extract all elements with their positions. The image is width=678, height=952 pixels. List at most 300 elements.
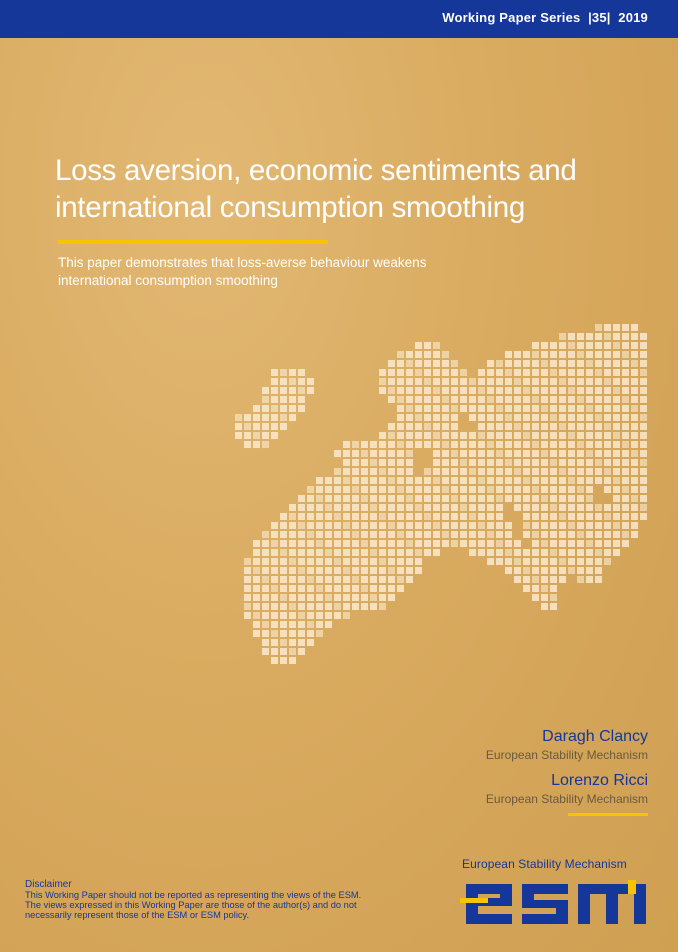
map-dot: [559, 351, 566, 358]
map-dot: [559, 513, 566, 520]
authors-underline: [568, 813, 648, 816]
map-dot: [469, 405, 476, 412]
map-dot: [424, 342, 431, 349]
map-dot: [541, 432, 548, 439]
map-dot: [460, 387, 467, 394]
map-dot: [568, 495, 575, 502]
map-dot: [469, 378, 476, 385]
map-dot: [406, 576, 413, 583]
map-dot: [388, 585, 395, 592]
map-dot: [559, 531, 566, 538]
map-dot: [559, 423, 566, 430]
map-dot: [379, 594, 386, 601]
map-dot: [469, 441, 476, 448]
map-dot: [568, 441, 575, 448]
map-dot: [541, 513, 548, 520]
map-dot: [559, 441, 566, 448]
map-dot: [352, 549, 359, 556]
map-dot: [406, 351, 413, 358]
map-dot: [478, 531, 485, 538]
map-dot: [433, 396, 440, 403]
map-dot: [379, 387, 386, 394]
map-dot: [559, 540, 566, 547]
map-dot: [469, 432, 476, 439]
map-dot: [271, 558, 278, 565]
map-dot: [325, 477, 332, 484]
map-dot: [352, 513, 359, 520]
map-dot: [541, 585, 548, 592]
map-dot: [514, 351, 521, 358]
map-dot: [496, 360, 503, 367]
map-dot: [577, 432, 584, 439]
map-dot: [289, 603, 296, 610]
map-dot: [568, 513, 575, 520]
map-dot: [397, 441, 404, 448]
map-dot: [640, 360, 647, 367]
map-dot: [604, 468, 611, 475]
map-dot: [280, 531, 287, 538]
map-dot: [442, 513, 449, 520]
map-dot: [334, 486, 341, 493]
map-dot: [478, 486, 485, 493]
map-dot: [397, 396, 404, 403]
map-dot: [379, 495, 386, 502]
map-dot: [325, 585, 332, 592]
map-dot: [613, 495, 620, 502]
map-dot: [604, 486, 611, 493]
map-dot: [442, 531, 449, 538]
map-dot: [577, 405, 584, 412]
map-dot: [388, 558, 395, 565]
map-dot: [397, 477, 404, 484]
map-dot: [433, 387, 440, 394]
map-dot: [334, 567, 341, 574]
map-dot: [595, 549, 602, 556]
map-dot: [469, 468, 476, 475]
map-dot: [316, 522, 323, 529]
map-dot: [478, 513, 485, 520]
map-dot: [541, 576, 548, 583]
map-dot: [379, 486, 386, 493]
map-dot: [586, 558, 593, 565]
map-dot: [415, 495, 422, 502]
map-dot: [406, 468, 413, 475]
map-dot: [523, 450, 530, 457]
map-dot: [442, 432, 449, 439]
map-dot: [559, 558, 566, 565]
map-dot: [559, 342, 566, 349]
map-dot: [253, 594, 260, 601]
map-dot: [280, 513, 287, 520]
map-dot: [532, 594, 539, 601]
map-dot: [541, 603, 548, 610]
map-dot: [559, 333, 566, 340]
map-dot: [559, 378, 566, 385]
map-dot: [559, 486, 566, 493]
map-dot: [262, 549, 269, 556]
map-dot: [424, 405, 431, 412]
map-dot: [451, 522, 458, 529]
map-dot: [397, 486, 404, 493]
map-dot: [469, 396, 476, 403]
map-dot: [451, 450, 458, 457]
map-dot: [640, 477, 647, 484]
map-dot: [415, 558, 422, 565]
map-dot: [289, 369, 296, 376]
map-dot: [352, 585, 359, 592]
map-dot: [343, 540, 350, 547]
map-dot: [496, 378, 503, 385]
map-dot: [325, 594, 332, 601]
map-dot: [478, 495, 485, 502]
map-dot: [532, 495, 539, 502]
map-dot: [352, 522, 359, 529]
map-dot: [433, 450, 440, 457]
map-dot: [469, 387, 476, 394]
map-dot: [388, 396, 395, 403]
map-dot: [577, 396, 584, 403]
map-dot: [298, 540, 305, 547]
map-dot: [388, 387, 395, 394]
map-dot: [379, 513, 386, 520]
map-dot: [559, 396, 566, 403]
map-dot: [496, 468, 503, 475]
map-dot: [370, 450, 377, 457]
map-dot: [586, 432, 593, 439]
map-dot: [487, 495, 494, 502]
map-dot: [559, 468, 566, 475]
map-dot: [559, 414, 566, 421]
map-dot: [352, 441, 359, 448]
map-dot: [415, 378, 422, 385]
map-dot: [604, 423, 611, 430]
map-dot: [541, 405, 548, 412]
map-dot: [604, 432, 611, 439]
map-dot: [298, 504, 305, 511]
map-dot: [523, 432, 530, 439]
paper-number: 35: [591, 10, 607, 25]
map-dot: [298, 612, 305, 619]
map-dot: [352, 459, 359, 466]
map-dot: [433, 405, 440, 412]
map-dot: [424, 549, 431, 556]
map-dot: [379, 558, 386, 565]
map-dot: [559, 459, 566, 466]
map-dot: [424, 495, 431, 502]
map-dot: [505, 414, 512, 421]
map-dot: [568, 486, 575, 493]
map-dot: [568, 369, 575, 376]
map-dot: [406, 378, 413, 385]
map-dot: [415, 387, 422, 394]
map-dot: [370, 495, 377, 502]
map-dot: [433, 495, 440, 502]
map-dot: [388, 522, 395, 529]
map-dot: [640, 495, 647, 502]
map-dot: [514, 369, 521, 376]
map-dot: [487, 369, 494, 376]
map-dot: [586, 504, 593, 511]
map-dot: [613, 450, 620, 457]
map-dot: [523, 513, 530, 520]
map-dot: [262, 558, 269, 565]
map-dot: [505, 405, 512, 412]
map-dot: [343, 486, 350, 493]
map-dot: [262, 576, 269, 583]
map-dot: [451, 369, 458, 376]
map-dot: [388, 459, 395, 466]
map-dot: [469, 459, 476, 466]
map-dot: [487, 513, 494, 520]
map-dot: [262, 603, 269, 610]
map-dot: [451, 414, 458, 421]
map-dot: [460, 396, 467, 403]
map-dot: [613, 549, 620, 556]
map-dot: [604, 324, 611, 331]
map-dot: [523, 522, 530, 529]
map-dot: [424, 468, 431, 475]
map-dot: [514, 540, 521, 547]
map-dot: [559, 369, 566, 376]
map-dot: [388, 540, 395, 547]
map-dot: [523, 558, 530, 565]
map-dot: [388, 423, 395, 430]
map-dot: [298, 576, 305, 583]
map-dot: [478, 378, 485, 385]
map-dot: [271, 630, 278, 637]
map-dot: [253, 414, 260, 421]
map-dot: [586, 522, 593, 529]
map-dot: [343, 549, 350, 556]
map-dot: [478, 504, 485, 511]
map-dot: [586, 477, 593, 484]
map-dot: [406, 540, 413, 547]
map-dot: [514, 414, 521, 421]
map-dot: [460, 495, 467, 502]
map-dot: [478, 423, 485, 430]
map-dot: [316, 486, 323, 493]
map-dot: [307, 522, 314, 529]
map-dot: [271, 378, 278, 385]
map-dot: [478, 459, 485, 466]
map-dot: [244, 576, 251, 583]
map-dot: [433, 504, 440, 511]
map-dot: [343, 513, 350, 520]
map-dot: [397, 531, 404, 538]
map-dot: [316, 549, 323, 556]
map-dot: [559, 549, 566, 556]
map-dot: [442, 441, 449, 448]
map-dot: [289, 657, 296, 664]
map-dot: [640, 396, 647, 403]
map-dot: [379, 576, 386, 583]
map-dot: [433, 486, 440, 493]
map-dot: [280, 549, 287, 556]
map-dot: [316, 540, 323, 547]
map-dot: [415, 351, 422, 358]
map-dot: [523, 549, 530, 556]
map-dot: [568, 567, 575, 574]
map-dot: [550, 405, 557, 412]
map-dot: [613, 486, 620, 493]
map-dot: [379, 432, 386, 439]
map-dot: [280, 567, 287, 574]
map-dot: [352, 576, 359, 583]
map-dot: [334, 477, 341, 484]
map-dot: [514, 576, 521, 583]
map-dot: [478, 468, 485, 475]
map-dot: [307, 585, 314, 592]
map-dot: [532, 351, 539, 358]
map-dot: [262, 612, 269, 619]
map-dot: [280, 540, 287, 547]
map-dot: [424, 396, 431, 403]
map-dot: [298, 558, 305, 565]
map-dot: [478, 477, 485, 484]
map-dot: [343, 450, 350, 457]
map-dot: [469, 540, 476, 547]
map-dot: [361, 513, 368, 520]
map-dot: [334, 603, 341, 610]
map-dot: [415, 396, 422, 403]
map-dot: [370, 603, 377, 610]
map-dot: [406, 396, 413, 403]
map-dot: [631, 459, 638, 466]
map-dot: [640, 450, 647, 457]
map-dot: [343, 477, 350, 484]
map-dot: [370, 585, 377, 592]
map-dot: [595, 378, 602, 385]
map-dot: [361, 576, 368, 583]
map-dot: [442, 369, 449, 376]
map-dot: [550, 423, 557, 430]
map-dot: [316, 585, 323, 592]
map-dot: [307, 513, 314, 520]
map-dot: [631, 342, 638, 349]
map-dot: [505, 459, 512, 466]
map-dot: [307, 576, 314, 583]
map-dot: [550, 351, 557, 358]
map-dot: [622, 432, 629, 439]
map-dot: [550, 531, 557, 538]
map-dot: [550, 513, 557, 520]
map-dot: [406, 504, 413, 511]
map-dot: [523, 360, 530, 367]
map-dot: [361, 522, 368, 529]
map-dot: [613, 342, 620, 349]
map-dot: [550, 594, 557, 601]
map-dot: [388, 441, 395, 448]
map-dot: [280, 522, 287, 529]
map-dot: [343, 612, 350, 619]
map-dot: [298, 495, 305, 502]
map-dot: [343, 558, 350, 565]
map-dot: [541, 342, 548, 349]
map-dot: [433, 351, 440, 358]
map-dot: [523, 531, 530, 538]
map-dot: [262, 405, 269, 412]
map-dot: [496, 414, 503, 421]
map-dot: [253, 432, 260, 439]
map-dot: [586, 414, 593, 421]
map-dot: [640, 504, 647, 511]
map-dot: [577, 567, 584, 574]
map-dot: [307, 594, 314, 601]
map-dot: [568, 432, 575, 439]
map-dot: [388, 477, 395, 484]
map-dot: [532, 504, 539, 511]
map-dot: [631, 324, 638, 331]
map-dot: [334, 540, 341, 547]
series-info: Working Paper Series |35| 2019: [442, 10, 648, 25]
map-dot: [280, 423, 287, 430]
map-dot: [442, 450, 449, 457]
map-dot: [550, 468, 557, 475]
map-dot: [307, 387, 314, 394]
map-dot: [577, 423, 584, 430]
map-dot: [505, 378, 512, 385]
europe-dot-map-illustration: [235, 320, 655, 720]
map-dot: [325, 522, 332, 529]
map-dot: [262, 396, 269, 403]
map-dot: [568, 450, 575, 457]
map-dot: [613, 468, 620, 475]
map-dot: [289, 639, 296, 646]
map-dot: [604, 441, 611, 448]
map-dot: [433, 342, 440, 349]
map-dot: [532, 513, 539, 520]
map-dot: [442, 495, 449, 502]
map-dot: [352, 495, 359, 502]
map-dot: [595, 324, 602, 331]
map-dot: [604, 351, 611, 358]
map-dot: [622, 486, 629, 493]
map-dot: [298, 594, 305, 601]
map-dot: [433, 360, 440, 367]
map-dot: [550, 369, 557, 376]
map-dot: [622, 378, 629, 385]
map-dot: [595, 333, 602, 340]
map-dot: [424, 504, 431, 511]
map-dot: [613, 378, 620, 385]
map-dot: [487, 540, 494, 547]
map-dot: [442, 351, 449, 358]
map-dot: [505, 369, 512, 376]
map-dot: [496, 477, 503, 484]
map-dot: [550, 603, 557, 610]
map-dot: [577, 459, 584, 466]
map-dot: [559, 360, 566, 367]
map-dot: [271, 603, 278, 610]
map-dot: [424, 522, 431, 529]
map-dot: [343, 495, 350, 502]
map-dot: [280, 594, 287, 601]
map-dot: [235, 423, 242, 430]
map-dot: [631, 414, 638, 421]
map-dot: [289, 405, 296, 412]
map-dot: [271, 612, 278, 619]
map-dot: [541, 549, 548, 556]
map-dot: [406, 522, 413, 529]
map-dot: [604, 360, 611, 367]
map-dot: [298, 639, 305, 646]
map-dot: [361, 558, 368, 565]
map-dot: [406, 360, 413, 367]
map-dot: [604, 414, 611, 421]
map-dot: [550, 576, 557, 583]
map-dot: [307, 378, 314, 385]
map-dot: [640, 441, 647, 448]
